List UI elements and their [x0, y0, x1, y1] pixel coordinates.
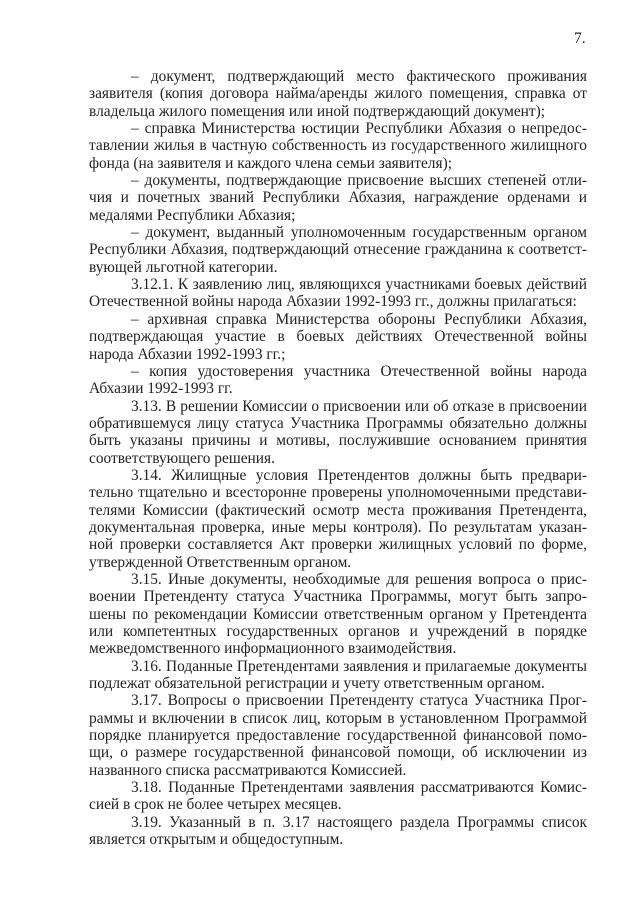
text-line: 3.19. Указанный в п. 3.17 настоящего раздела Программы список: [131, 813, 587, 831]
text-line: названного списка рассматриваются Комиссией.: [89, 761, 407, 779]
text-line: чия и почетных званий Республики Абхазия, награждение орденами и: [89, 189, 587, 207]
text-line: соответствующего решения.: [89, 449, 275, 467]
paragraph: [89, 692, 587, 779]
text-line: тавлении жилья в частную собственность из государственного жилищного: [89, 137, 587, 155]
text-line: щи, о размере государственной финансовой помощи, об исключении из: [89, 744, 587, 762]
text-line: – документы, подтверждающие присвоение высших степеней отли-: [131, 172, 587, 190]
text-line: телями Комиссии (фактический осмотр места проживания Претендента,: [89, 501, 587, 519]
paragraph: [89, 224, 587, 276]
document-body: [89, 68, 587, 848]
text-line: Абхазии 1992-1993 гг.: [89, 380, 233, 398]
text-line: 3.15. Иные документы, необходимые для решения вопроса о прис-: [131, 570, 587, 588]
paragraph: [89, 398, 587, 467]
text-line: – справка Министерства юстиции Республики Абхазия о непредос-: [131, 120, 587, 138]
text-line: заявителя (копия договора найма/аренды жилого помещения, справка от: [89, 85, 587, 103]
text-line: – копия удостоверения участника Отечественной войны народа: [131, 362, 587, 380]
text-line: – документ, выданный уполномоченным государственным органом: [131, 224, 587, 242]
text-line: – документ, подтверждающий место фактического проживания: [131, 68, 587, 85]
text-line: владельца жилого помещения или иной подтверждающий документ);: [89, 102, 546, 120]
paragraph: [89, 814, 587, 849]
text-line: сией в срок не более четырех месяцев.: [89, 796, 342, 814]
text-line: межведомственного информационного взаимодействия.: [89, 640, 457, 658]
text-line: медалями Республики Абхазия;: [89, 206, 296, 224]
text-line: подтверждающая участие в боевых действиях Отечественной войны: [89, 328, 587, 346]
text-line: 3.14. Жилищные условия Претендентов должны быть предвари-: [131, 466, 587, 484]
text-line: воении Претенденту статуса Участника Программы, могут быть запро-: [89, 588, 587, 606]
text-line: 3.18. Поданные Претендентами заявления рассматриваются Комис-: [131, 779, 587, 797]
text-line: вующей льготной категории.: [89, 258, 278, 276]
text-line: 3.16. Поданные Претендентами заявления и прилагаемые документы: [131, 657, 587, 675]
text-line: тельно тщательно и всесторонне проверены уполномоченными представи-: [89, 484, 587, 502]
text-line: быть указаны причины и мотивы, послужившие основанием принятия: [89, 432, 587, 450]
paragraph: [89, 571, 587, 658]
text-line: утвержденной Ответственным органом.: [89, 553, 352, 571]
text-line: 3.17. Вопросы о присвоении Претенденту статуса Участника Прог-: [131, 692, 587, 710]
text-line: фонда (на заявителя и каждого члена семьи заявителя);: [89, 154, 452, 172]
paragraph: [89, 172, 587, 224]
text-line: народа Абхазии 1992-1993 гг.;: [89, 345, 286, 363]
text-line: 3.12.1. К заявлению лиц, являющихся участниками боевых действий: [131, 276, 587, 294]
text-line: документальная проверка, иные меры контроля). По результатам указан-: [89, 518, 587, 536]
text-line: Республики Абхазия, подтверждающий отнесение гражданина к соответст-: [89, 241, 587, 259]
text-line: шены по рекомендации Комиссии ответственным органом у Претендента: [89, 605, 587, 623]
paragraph: [89, 120, 587, 172]
page-number: 7.: [574, 30, 586, 47]
paragraph: [89, 311, 587, 363]
text-line: является открытым и общедоступным.: [89, 831, 344, 849]
paragraph: [89, 779, 587, 814]
text-line: раммы и включении в список лиц, которым в установленном Программой: [89, 709, 587, 727]
text-line: или компетентных государственных органов и учреждений в порядке: [89, 623, 587, 640]
paragraph: [89, 276, 587, 311]
text-line: ной проверки составляется Акт проверки жилищных условий по форме,: [89, 536, 587, 554]
paragraph: [89, 658, 587, 693]
paragraph: [89, 68, 587, 120]
paragraph: [89, 467, 587, 571]
text-line: – архивная справка Министерства обороны Республики Абхазия,: [131, 310, 587, 328]
text-line: порядке планируется предоставление государственной финансовой помо-: [89, 727, 587, 745]
text-line: Отечественной войны народа Абхазии 1992-1993 гг., должны прилагаться:: [89, 293, 577, 311]
text-line: обратившемуся лицу статуса Участника Программы обязательно должны: [89, 414, 587, 432]
text-line: 3.13. В решении Комиссии о присвоении или об отказе в присвоении: [131, 397, 587, 415]
text-line: подлежат обязательной регистрации и учету ответственным органом.: [89, 675, 545, 693]
paragraph: [89, 363, 587, 398]
